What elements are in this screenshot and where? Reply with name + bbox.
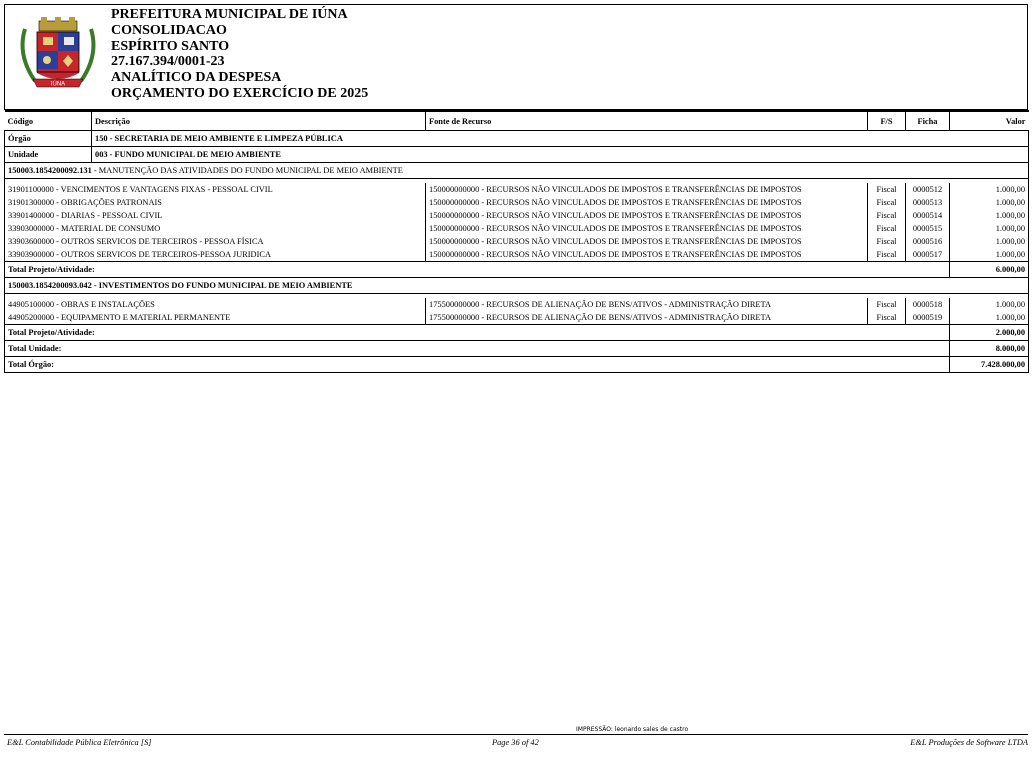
project-title bbox=[5, 163, 1029, 179]
project-title bbox=[5, 278, 1029, 294]
item-source: 150000000000 - RECURSOS NÃO VINCULADOS DE IMPOSTOS E TRANSFERÊNCIAS DE IMPOSTOS bbox=[426, 183, 868, 196]
header-titles bbox=[111, 7, 368, 102]
table-row bbox=[5, 298, 1029, 311]
item-description: 33903000000 - MATERIAL DE CONSUMO bbox=[5, 222, 426, 235]
item-ficha: 0000512 bbox=[906, 183, 950, 196]
item-source: 150000000000 - RECURSOS NÃO VINCULADOS DE IMPOSTOS E TRANSFERÊNCIAS DE IMPOSTOS bbox=[426, 209, 868, 222]
item-description: 31901100000 - VENCIMENTOS E VANTAGENS FIXAS - PESSOAL CIVIL bbox=[5, 183, 426, 196]
item-fs: Fiscal bbox=[868, 222, 906, 235]
item-source: 150000000000 - RECURSOS NÃO VINCULADOS DE IMPOSTOS E TRANSFERÊNCIAS DE IMPOSTOS bbox=[426, 196, 868, 209]
report bbox=[4, 4, 1028, 373]
table-row bbox=[5, 311, 1029, 325]
unidade-total-label: Total Unidade: bbox=[5, 341, 950, 357]
project-total-value: 2.000,00 bbox=[950, 325, 1029, 341]
col-fs: F/S bbox=[868, 111, 906, 131]
printed-by: IMPRESSÃO: leonardo sales de castro bbox=[576, 726, 689, 733]
item-value: 1.000,00 bbox=[950, 235, 1029, 248]
item-fs: Fiscal bbox=[868, 248, 906, 262]
item-fs: Fiscal bbox=[868, 235, 906, 248]
item-source: 175500000000 - RECURSOS DE ALIENAÇÃO DE BENS/ATIVOS - ADMINISTRAÇÃO DIRETA bbox=[426, 298, 868, 311]
item-fs: Fiscal bbox=[868, 298, 906, 311]
item-fs: Fiscal bbox=[868, 209, 906, 222]
project-total-row bbox=[5, 325, 1029, 341]
item-description: 33903900000 - OUTROS SERVICOS DE TERCEIROS-PESSOA JURIDICA bbox=[5, 248, 426, 262]
table-row bbox=[5, 183, 1029, 196]
item-value: 1.000,00 bbox=[950, 196, 1029, 209]
item-ficha: 0000519 bbox=[906, 311, 950, 325]
column-header-row bbox=[5, 111, 1029, 131]
project-code: 150003.1854200093.042 bbox=[8, 281, 92, 290]
item-source: 150000000000 - RECURSOS NÃO VINCULADOS DE IMPOSTOS E TRANSFERÊNCIAS DE IMPOSTOS bbox=[426, 248, 868, 262]
footer-divider bbox=[4, 734, 1028, 735]
table-row bbox=[5, 209, 1029, 222]
footer-right: E&L Produções de Software LTDA bbox=[910, 738, 1028, 747]
col-fonte: Fonte de Recurso bbox=[426, 111, 868, 131]
project-total-label: Total Projeto/Atividade: bbox=[5, 262, 950, 278]
unidade-total-row bbox=[5, 341, 1029, 357]
item-ficha: 0000518 bbox=[906, 298, 950, 311]
col-descricao: Descrição bbox=[92, 111, 426, 131]
col-codigo: Código bbox=[5, 111, 92, 131]
project-row bbox=[5, 163, 1029, 179]
item-value: 1.000,00 bbox=[950, 183, 1029, 196]
item-source: 150000000000 - RECURSOS NÃO VINCULADOS DE IMPOSTOS E TRANSFERÊNCIAS DE IMPOSTOS bbox=[426, 235, 868, 248]
state-name: ESPÍRITO SANTO bbox=[111, 38, 230, 54]
item-source: 175500000000 - RECURSOS DE ALIENAÇÃO DE BENS/ATIVOS - ADMINISTRAÇÃO DIRETA bbox=[426, 311, 868, 325]
report-title: ANALÍTICO DA DESPESA bbox=[111, 70, 282, 86]
item-value: 1.000,00 bbox=[950, 222, 1029, 235]
item-fs: Fiscal bbox=[868, 183, 906, 196]
expense-table bbox=[4, 110, 1029, 373]
item-value: 1.000,00 bbox=[950, 209, 1029, 222]
item-ficha: 0000516 bbox=[906, 235, 950, 248]
cnpj: 27.167.394/0001-23 bbox=[111, 54, 225, 70]
item-description: 33903600000 - OUTROS SERVICOS DE TERCEIROS - PESSOA FÍSICA bbox=[5, 235, 426, 248]
item-source: 150000000000 - RECURSOS NÃO VINCULADOS DE IMPOSTOS E TRANSFERÊNCIAS DE IMPOSTOS bbox=[426, 222, 868, 235]
item-fs: Fiscal bbox=[868, 196, 906, 209]
orgao-total-row bbox=[5, 357, 1029, 373]
project-total-row bbox=[5, 262, 1029, 278]
orgao-value: 150 - SECRETARIA DE MEIO AMBIENTE E LIMPEZA PÚBLICA bbox=[92, 131, 1029, 147]
item-description: 33901400000 - DIARIAS - PESSOAL CIVIL bbox=[5, 209, 426, 222]
entity-type: CONSOLIDACAO bbox=[111, 22, 227, 38]
item-ficha: 0000513 bbox=[906, 196, 950, 209]
project-name: - INVESTIMENTOS DO FUNDO MUNICIPAL DE MEIO AMBIENTE bbox=[91, 281, 353, 290]
orgao-label: Órgão bbox=[5, 131, 92, 147]
svg-text:IÚNA: IÚNA bbox=[50, 81, 66, 88]
item-ficha: 0000517 bbox=[906, 248, 950, 262]
page-number: Page 36 of 42 bbox=[492, 738, 539, 747]
orgao-total-value: 7.428.000,00 bbox=[950, 357, 1029, 373]
budget-year: ORÇAMENTO DO EXERCÍCIO DE 2025 bbox=[111, 85, 369, 101]
unidade-value: 003 - FUNDO MUNICIPAL DE MEIO AMBIENTE bbox=[92, 147, 1029, 163]
orgao-row bbox=[5, 131, 1029, 147]
item-value: 1.000,00 bbox=[950, 248, 1029, 262]
project-name: - MANUTENÇÃO DAS ATIVIDADES DO FUNDO MUNICIPAL DE MEIO AMBIENTE bbox=[91, 166, 403, 175]
item-ficha: 0000515 bbox=[906, 222, 950, 235]
unidade-total-value: 8.000,00 bbox=[950, 341, 1029, 357]
item-description: 31901300000 - OBRIGAÇÕES PATRONAIS bbox=[5, 196, 426, 209]
municipal-coat-of-arms-icon bbox=[15, 15, 101, 91]
col-valor: Valor bbox=[950, 111, 1029, 131]
footer-left: E&L Contabilidade Pública Eletrônica [S] bbox=[7, 738, 152, 747]
item-fs: Fiscal bbox=[868, 311, 906, 325]
item-ficha: 0000514 bbox=[906, 209, 950, 222]
item-value: 1.000,00 bbox=[950, 311, 1029, 325]
item-description: 44905200000 - EQUIPAMENTO E MATERIAL PERMANENTE bbox=[5, 311, 426, 325]
project-row bbox=[5, 278, 1029, 294]
table-row bbox=[5, 248, 1029, 262]
municipality-name: PREFEITURA MUNICIPAL DE IÚNA bbox=[111, 7, 348, 22]
col-ficha: Ficha bbox=[906, 111, 950, 131]
item-value: 1.000,00 bbox=[950, 298, 1029, 311]
unidade-row bbox=[5, 147, 1029, 163]
unidade-label: Unidade bbox=[5, 147, 92, 163]
table-row bbox=[5, 222, 1029, 235]
project-code: 150003.1854200092.131 bbox=[8, 166, 92, 175]
orgao-total-label: Total Órgão: bbox=[5, 357, 950, 373]
table-row bbox=[5, 235, 1029, 248]
table-row bbox=[5, 196, 1029, 209]
report-header bbox=[4, 4, 1028, 110]
project-total-value: 6.000,00 bbox=[950, 262, 1029, 278]
item-description: 44905100000 - OBRAS E INSTALAÇÕES bbox=[5, 298, 426, 311]
project-total-label: Total Projeto/Atividade: bbox=[5, 325, 950, 341]
